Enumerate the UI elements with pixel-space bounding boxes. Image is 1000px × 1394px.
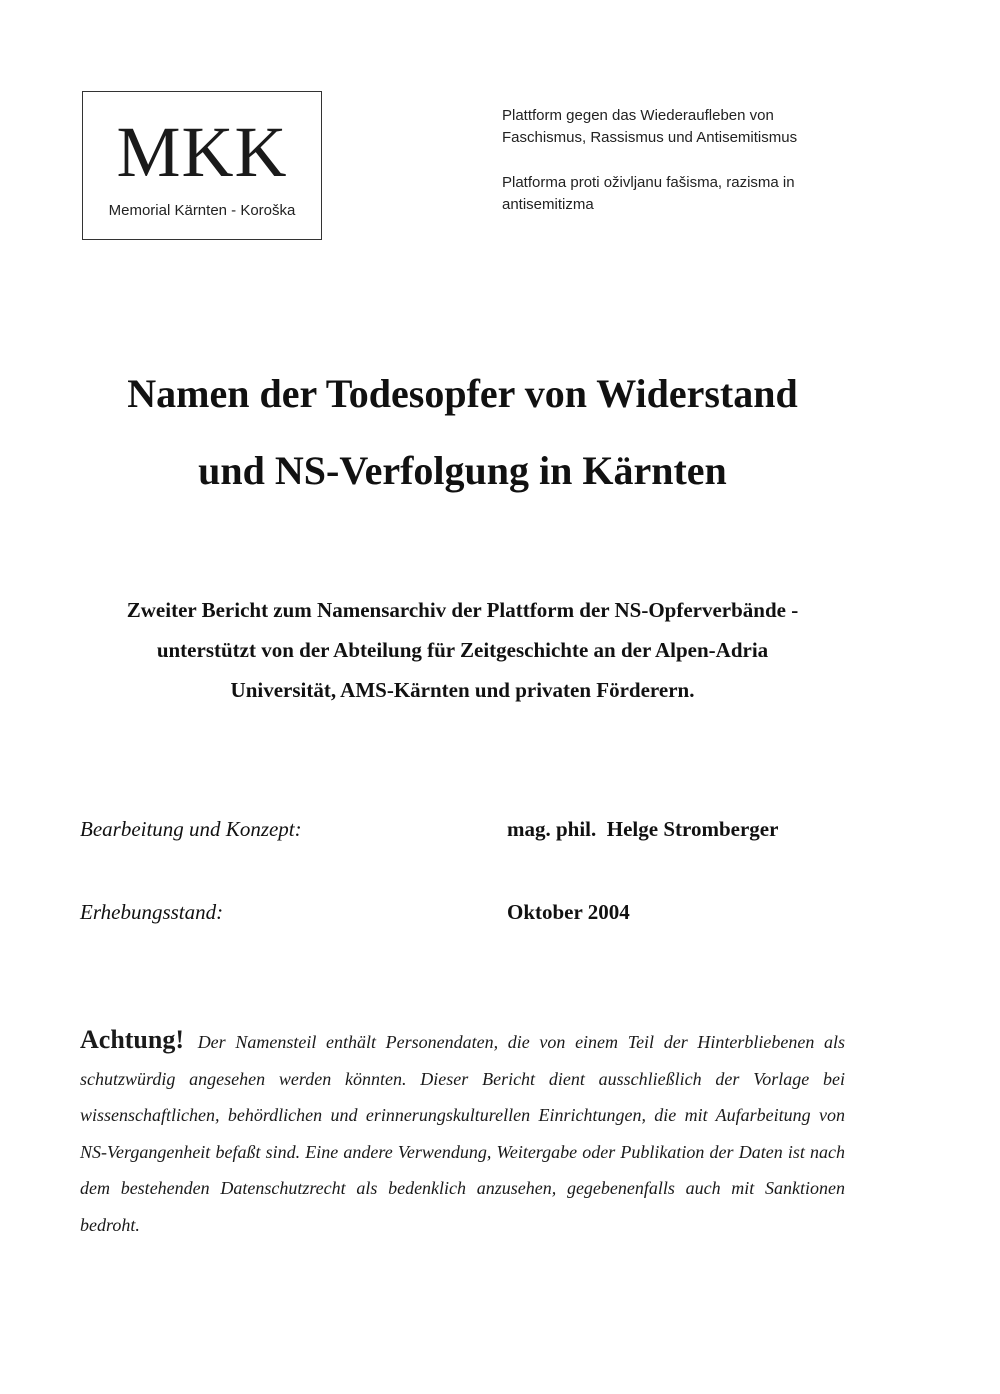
status-value: Oktober 2004: [507, 900, 630, 924]
status-label: Erhebungsstand:: [80, 900, 224, 924]
warning-heading: Achtung!: [80, 1025, 185, 1054]
title-line-1: Namen der Todesopfer von Widerstand: [127, 371, 798, 416]
platform-german: Plattform gegen das Wiederaufleben von Faschismus, Rassismus und Antisemitismus: [502, 107, 798, 146]
document-title: [0, 355, 1000, 509]
logo-box: [82, 91, 322, 240]
privacy-warning: [80, 1022, 845, 1243]
subtitle-line-1: Zweiter Bericht zum Namensarchiv der Plattform der NS-Opferverbände -: [126, 598, 799, 622]
title-line-2: und NS-Verfolgung in Kärnten: [198, 448, 727, 493]
editor-label: Bearbeitung und Konzept:: [80, 817, 302, 841]
platform-slovenian: Platforma proti oživljanu fašisma, razisma in antisemitizma: [502, 174, 795, 213]
logo-mark: MKK: [116, 112, 288, 192]
document-subtitle: [0, 590, 1000, 710]
subtitle-line-3: Universität, AMS-Kärnten und privaten Förderern.: [230, 678, 695, 702]
subtitle-line-2: unterstützt von der Abteilung für Zeitgeschichte an der Alpen-Adria: [156, 638, 769, 662]
warning-text: Der Namensteil enthält Personendaten, die von einem Teil der Hinterbliebenen als schutzwürdig angesehen werden könnten. Dieser Bericht dient ausschließlich der Vorlage bei wissenschaftlichen, behördlichen und erinnerungskulturellen Einrichtungen, die mit Aufarbeitung von NS-Vergangenheit befaßt sind. Eine andere Verwendung, Weitergabe oder Publikation der Daten ist nach dem bestehenden Datenschutzrecht als bedenklich anzusehen, gegebenenfalls auch mit Sanktionen bedroht.: [80, 1032, 846, 1235]
platform-statement: [502, 105, 862, 239]
editor-value: mag. phil. Helge Stromberger: [507, 817, 779, 841]
logo-subtitle: Memorial Kärnten - Koroška: [108, 202, 296, 219]
